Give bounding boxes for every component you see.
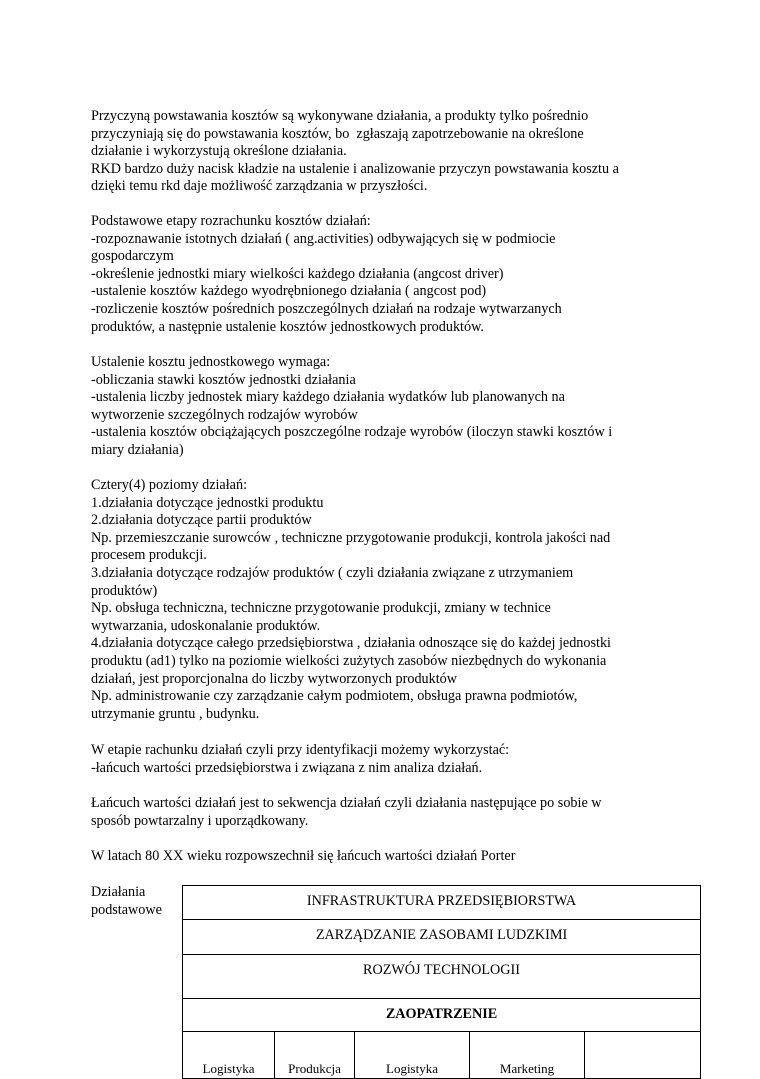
text-line: procesem produkcji. [91, 547, 207, 564]
text-line: Podstawowe etapy rozrachunku kosztów działań: [91, 213, 371, 229]
cell-label: Marketing [499, 1061, 555, 1076]
text-line: 3.działania dotyczące rodzajów produktów ( czyli działania związane z utrzymaniem [91, 564, 574, 581]
text-line: Cztery(4) poziomy działań: [91, 477, 248, 493]
table-row [183, 1032, 701, 1079]
text-line: Np. obsługa techniczna, techniczne przygotowanie produkcji, zmiany w technice [91, 600, 551, 617]
text-line: 1.działania dotyczące jednostki produktu [91, 494, 324, 511]
paragraph-7 [91, 848, 671, 866]
text-line: -określenie jednostki miary wielkości każdego działania (angcost driver) [91, 265, 504, 282]
text-line: działań, jest proporcjonalna do liczby wytworzonych produktów [91, 670, 458, 687]
table-row [183, 886, 701, 920]
cell-label: INFRASTRUKTURA PRZEDSIĘBIORSTWA [306, 893, 577, 909]
text-line: Np. przemieszczanie surowców , techniczne przygotowanie produkcji, kontrola jakości nad [91, 529, 611, 546]
cell-label-plain: ROZWÓJ [363, 962, 424, 978]
cell-label: ZAOPATRZENIE [385, 1006, 498, 1022]
table-cell-procurement [183, 999, 701, 1032]
text-line: -łańcuch wartości przedsiębiorstwa i związana z nim analiza działań. [91, 759, 483, 776]
table-cell-primary [470, 1032, 585, 1079]
text-line: Np. administrowanie czy zarządzanie całym podmiotem, obsługa prawna podmiotów, [91, 688, 578, 705]
cell-label: Produkcja [288, 1061, 341, 1076]
table-row [183, 920, 701, 955]
text-line: produktów, a następnie ustalenie kosztów jednostkowych produktów. [91, 318, 484, 335]
table-cell-technology [183, 955, 701, 999]
table-cell-primary [275, 1032, 355, 1079]
table-cell-hr [183, 920, 701, 955]
table-row [183, 999, 701, 1032]
text-line: utrzymanie gruntu , budynku. [91, 705, 260, 722]
paragraph-3 [91, 354, 671, 460]
table-cell-infrastructure [183, 886, 701, 920]
cell-label: ZARZĄDZANIE ZASOBAMI LUDZKIMI [315, 927, 568, 943]
primary-activities-label [91, 884, 181, 919]
paragraph-6 [91, 795, 671, 830]
cell-label: Logistyka [202, 1061, 255, 1076]
text-line: dzięki temu rkd daje możliwość zarządzania w przyszłości. [91, 178, 428, 195]
text-line: produktów) [91, 582, 158, 599]
cell-label: Logistyka [386, 1061, 438, 1076]
text-line: działanie i wykorzystują określone działania. [91, 143, 347, 160]
text-line: -ustalenia kosztów obciążających poszczególne rodzaje wyrobów (iloczyn stawki kosztów i [91, 424, 613, 441]
table-cell-primary [585, 1032, 701, 1079]
text-line: W etapie rachunku działań czyli przy identyfikacji możemy wykorzystać: [91, 742, 510, 758]
text-line: sposób powtarzalny i uporządkowany. [91, 812, 309, 829]
text-line: -rozpoznawanie istotnych działań ( ang.activities) odbywających się w podmiocie [91, 230, 556, 247]
cell-label-strong: TECHNOLOGII [423, 962, 520, 978]
side-label-line: Działania [91, 884, 146, 900]
text-line: Przyczyną powstawania kosztów są wykonywane działania, a produkty tylko pośrednio [91, 108, 589, 124]
table-row [183, 955, 701, 999]
paragraph-4 [91, 477, 671, 723]
text-line: wytworzenie szczególnych rodzajów wyrobów [91, 406, 358, 423]
text-line: Ustalenie kosztu jednostkowego wymaga: [91, 354, 331, 370]
text-line: -obliczania stawki kosztów jednostki działania [91, 371, 356, 388]
cell-label [183, 955, 700, 980]
text-line: -ustalenia liczby jednostek miary każdego działania wydatków lub planowanych na [91, 389, 565, 406]
text-line: W latach 80 XX wieku rozpowszechnił się łańcuch wartości działań Porter [91, 848, 516, 864]
text-line: przyczyniają się do powstawania kosztów, bo zgłaszają zapotrzebowanie na określone [91, 125, 584, 142]
side-label-line: podstawowe [91, 901, 162, 918]
cell-label [585, 1032, 700, 1060]
paragraph-1 [91, 108, 671, 196]
text-line: -ustalenie kosztów każdego wyodrębnionego działania ( angcost pod) [91, 283, 487, 300]
paragraph-2 [91, 213, 671, 336]
porter-value-chain-table [182, 885, 701, 1079]
text-line: Łańcuch wartości działań jest to sekwencja działań czyli działania następujące po sobie w [91, 795, 602, 811]
text-line: gospodarczym [91, 248, 174, 265]
text-line: 2.działania dotyczące partii produktów [91, 512, 312, 529]
text-line: produktu (ad1) tylko na poziomie wielkości zużytych zasobów niezbędnych do wykonania [91, 652, 607, 669]
paragraph-5 [91, 742, 671, 777]
table-cell-primary [355, 1032, 470, 1079]
table-cell-primary [183, 1032, 275, 1079]
text-line: RKD bardzo duży nacisk kładzie na ustalenie i analizowanie przyczyn powstawania kosztu a [91, 160, 619, 177]
text-line: wytwarzania, udoskonalanie produktów. [91, 617, 321, 634]
text-line: 4.działania dotyczące całego przedsiębiorstwa , działania odnoszące się do każdej jednostki [91, 635, 611, 652]
text-line: -rozliczenie kosztów pośrednich poszczególnych działań na rodzaje wytwarzanych [91, 300, 562, 317]
text-line: miary działania) [91, 441, 184, 458]
